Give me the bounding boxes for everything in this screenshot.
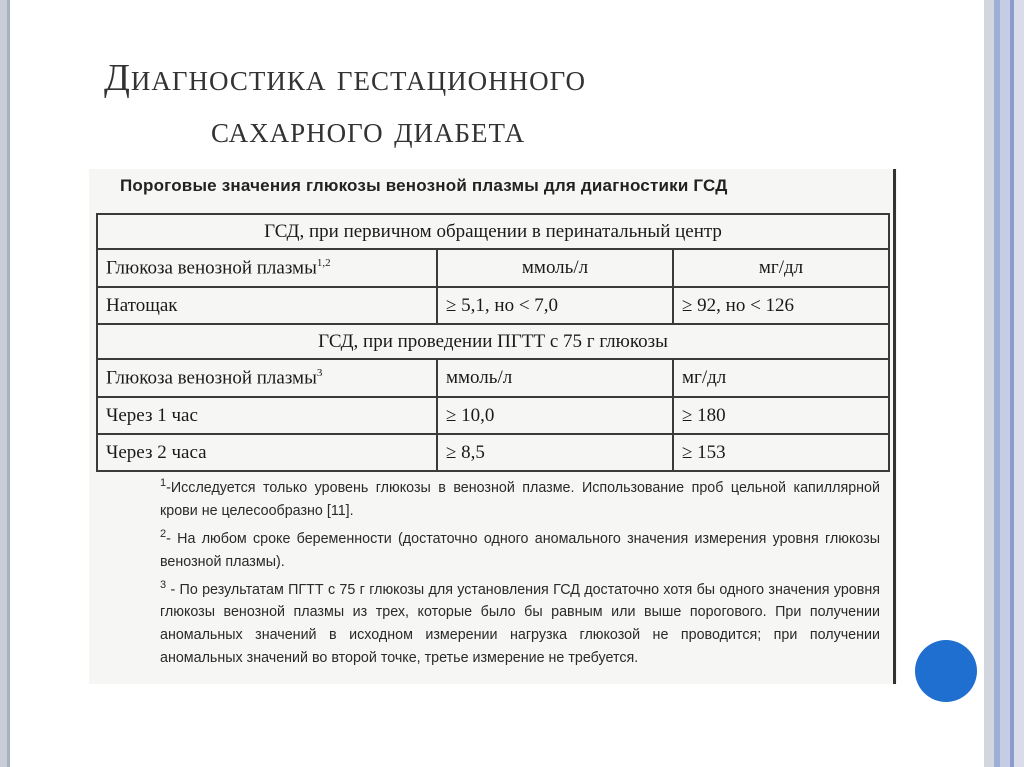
row-label: Натощак <box>97 287 437 324</box>
row-value-mgdl: ≥ 180 <box>673 397 889 434</box>
footnote-ref: 3 <box>316 366 323 379</box>
footnote-2: $^2$- На любом сроке беременности (достаточно одного аномального значения измерения уровня глюкозы венозной плазмы). <box>160 527 880 570</box>
footnote-3: $^3$ - По результатам ПГТТ с 75 г глюкозы для установления ГСД достаточно хотя бы одного значения уровня глюкозы венозной плазмы из трех, которые было бы равным или выше порогового. При получении аномальных значений в исходном измерении нагрузка глюкозой не проводится; при получении аномальных значений во второй точке, третье измерение не требуется. <box>160 578 880 667</box>
header-cell-mgdl: мг/дл <box>673 249 889 287</box>
section-title-row <box>97 324 889 359</box>
table-row <box>97 434 889 471</box>
table-header-row <box>97 359 889 397</box>
right-frame-border <box>980 0 1024 767</box>
decorative-circle <box>915 640 977 702</box>
header-cell-parameter: Глюкоза венозной плазмы$^3$ <box>97 359 437 397</box>
slide-title <box>104 52 804 156</box>
row-value-mmol: ≥ 5,1, но < 7,0 <box>437 287 673 324</box>
header-cell-mmol: ммоль/л <box>437 249 673 287</box>
row-value-mmol: ≥ 8,5 <box>437 434 673 471</box>
footnote-1: $^1$-Исследуется только уровень глюкозы в венозной плазме. Использование проб цельной капиллярной крови не целесообразно [11]. <box>160 477 880 519</box>
footnotes <box>100 472 880 670</box>
table-row <box>97 287 889 324</box>
header-cell-mmol: ммоль/л <box>437 359 673 397</box>
header-cell-parameter: Глюкоза венозной плазмы$^{1,2}$ <box>97 249 437 287</box>
table-caption: Пороговые значения глюкозы венозной плазмы для диагностики ГСД <box>120 176 728 195</box>
row-value-mgdl: ≥ 153 <box>673 434 889 471</box>
row-label: Через 1 час <box>97 397 437 434</box>
table-header-row <box>97 249 889 287</box>
footnote-ref: 1,2 <box>316 256 331 269</box>
slide-title-line1: Диагностика гестационного <box>104 57 587 99</box>
table-row <box>97 397 889 434</box>
left-frame-border <box>0 0 10 767</box>
row-label: Через 2 часа <box>97 434 437 471</box>
section2-title: ГСД, при проведении ПГТТ с 75 г глюкозы <box>97 324 889 359</box>
section-title-row <box>97 214 889 249</box>
scan-edge-line <box>893 169 896 684</box>
row-value-mgdl: ≥ 92, но < 126 <box>673 287 889 324</box>
slide-title-line2: сахарного диабета <box>211 109 526 151</box>
header-cell-mgdl: мг/дл <box>673 359 889 397</box>
section1-title: ГСД, при первичном обращении в перинатальный центр <box>97 214 889 249</box>
glucose-threshold-table <box>96 213 890 472</box>
row-value-mmol: ≥ 10,0 <box>437 397 673 434</box>
